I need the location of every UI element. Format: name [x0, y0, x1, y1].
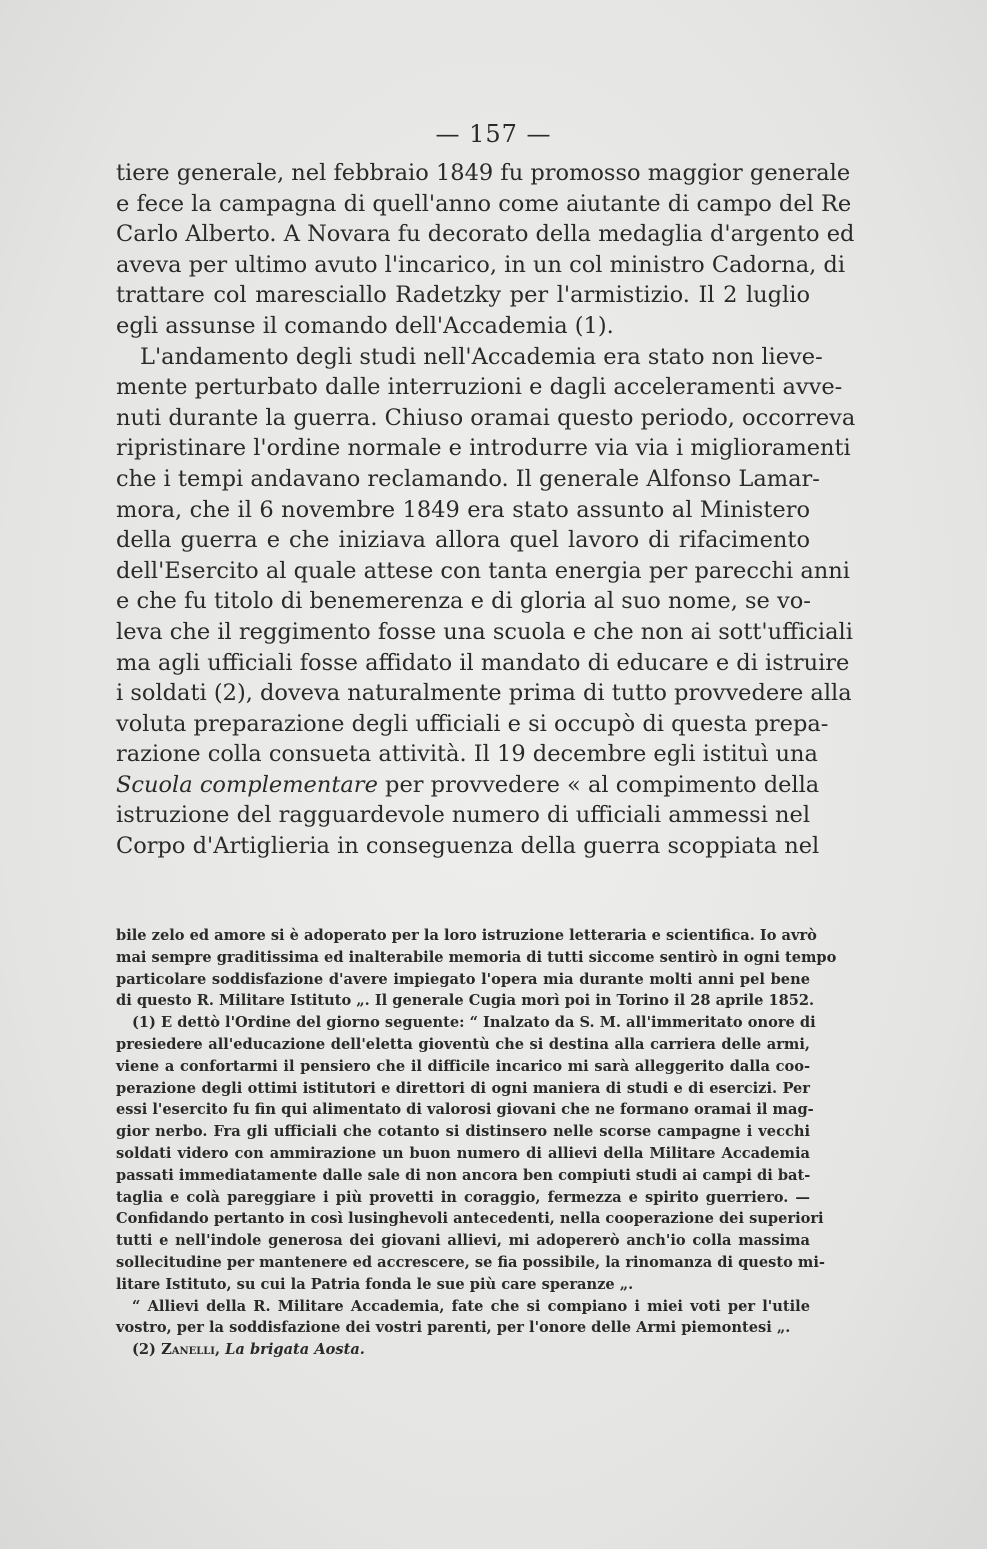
- footnotes: [116, 925, 837, 1361]
- text-line: razione colla consueta attività. Il 19 decembre egli istituì una: [116, 741, 818, 768]
- footnote-line: viene a confortarmi il pensiero che il difficile incarico mi sarà alleggerito dalla coo-: [116, 1057, 810, 1075]
- text-line: e che fu titolo di benemerenza e di gloria al suo nome, se vo-: [116, 588, 811, 615]
- page-number: — 157 —: [435, 120, 552, 148]
- text-line: mora, che il 6 novembre 1849 era stato assunto al Ministero: [116, 496, 810, 523]
- body-text: [116, 158, 856, 862]
- footnote-line: mai sempre graditissima ed inalterabile memoria di tutti siccome sentirò in ogni tempo: [116, 948, 837, 966]
- footnote-line: vostro, per la soddisfazione dei vostri parenti, per l'onore delle Armi piemontesi „.: [116, 1319, 791, 1337]
- text-line: leva che il reggimento fosse una scuola e che non ai sott'ufficiali: [116, 618, 853, 645]
- footnote-line: particolare soddisfazione d'avere impiegato l'opera mia durante molti anni pel bene: [116, 970, 810, 988]
- text-line: e fece la campagna di quell'anno come aiutante di campo del Re: [116, 190, 852, 217]
- footnote-line: gior nerbo. Fra gli ufficiali che cotanto si distinsero nelle scorse campagne i vecchi: [116, 1123, 810, 1141]
- text-line: voluta preparazione degli ufficiali e si occupò di questa prepa-: [116, 710, 829, 737]
- footnote-line: di questo R. Militare Istituto „. Il generale Cugia morì poi in Torino il 28 aprile 1852.: [116, 992, 815, 1010]
- footnote-line: Confidando pertanto in così lusinghevoli antecedenti, nella cooperazione dei superiori: [116, 1210, 824, 1228]
- footnote-line: (1) E dettò l'Ordine del giorno seguente: “ Inalzato da S. M. all'immeritato onore di: [132, 1014, 816, 1032]
- text-line: tiere generale, nel febbraio 1849 fu promosso maggior generale: [116, 160, 851, 186]
- footnote-2-title: La brigata Aosta.: [225, 1341, 365, 1359]
- footnote-line: perazione degli ottimi istitutori e direttori di ogni maniera di studi e di esercizi. Per: [116, 1079, 810, 1097]
- footnote-line: litare Istituto, su cui la Patria fonda le sue più care speranze „.: [116, 1275, 634, 1293]
- footnote-line: taglia e colà pareggiare i più provetti in coraggio, fermezza e spirito guerriero. —: [116, 1188, 810, 1206]
- text-line-rest: per provvedere « al compimento della: [385, 771, 820, 798]
- italic-phrase: Scuola complementare: [116, 771, 378, 798]
- text-line: dell'Esercito al quale attese con tanta energia per parecchi anni: [116, 557, 850, 584]
- footnote-line: tutti e nell'indole generosa dei giovani allievi, mi adopererò anch'io colla massima: [116, 1232, 810, 1250]
- text-line: che i tempi andavano reclamando. Il generale Alfonso Lamar-: [116, 465, 820, 492]
- text-line: i soldati (2), doveva naturalmente prima di tutto provvedere alla: [116, 680, 852, 707]
- footnote-line: sollecitudine per mantenere ed accrescere, se fia possibile, la rinomanza di questo mi-: [116, 1253, 825, 1271]
- footnote-2-marker: (2): [132, 1341, 156, 1359]
- footnote-line: presiedere all'educazione dell'eletta gioventù che si destina alla carriera delle armi,: [116, 1035, 810, 1053]
- footnote-line: passati immediatamente dalle sale di non ancora ben compiuti studi ai campi di bat-: [116, 1166, 811, 1184]
- text-line-with-italic: [116, 770, 820, 801]
- text-line: nuti durante la guerra. Chiuso oramai questo periodo, occorreva: [116, 404, 856, 431]
- text-line: ripristinare l'ordine normale e introdurre via via i miglioramenti: [116, 435, 851, 462]
- text-line: egli assunse il comando dell'Accademia (1).: [116, 312, 614, 339]
- footnote-line: soldati videro con ammirazione un buon numero di allievi della Militare Accademia: [116, 1144, 810, 1162]
- footnote-line: “ Allievi della R. Militare Accademia, fate che si compiano i miei voti per l'utile: [132, 1297, 810, 1315]
- text-line: L'andamento degli studi nell'Accademia era stato non lieve-: [140, 343, 823, 370]
- footnote-line: bile zelo ed amore si è adoperato per la loro istruzione letteraria e scientifica. Io avrò: [116, 927, 817, 944]
- text-line: trattare col maresciallo Radetzky per l'armistizio. Il 2 luglio: [116, 282, 810, 309]
- footnote-line: essi l'esercito fu fin qui alimentato di valorosi giovani che ne formano oramai il mag-: [116, 1101, 814, 1119]
- text-line: istruzione del ragguardevole numero di ufficiali ammessi nel: [116, 802, 811, 829]
- text-line: della guerra e che iniziava allora quel lavoro di rifacimento: [116, 527, 810, 554]
- footnote-2-author: Zanelli,: [161, 1341, 221, 1359]
- text-line: Carlo Alberto. A Novara fu decorato della medaglia d'argento ed: [116, 221, 855, 248]
- text-line: mente perturbato dalle interruzioni e dagli acceleramenti avve-: [116, 374, 843, 401]
- text-line: Corpo d'Artiglieria in conseguenza della guerra scoppiata nel: [116, 833, 820, 860]
- text-line: aveva per ultimo avuto l'incarico, in un col ministro Cadorna, di: [116, 251, 846, 278]
- text-line: ma agli ufficiali fosse affidato il mandato di educare e di istruire: [116, 649, 850, 676]
- footnote-2: [116, 1339, 810, 1361]
